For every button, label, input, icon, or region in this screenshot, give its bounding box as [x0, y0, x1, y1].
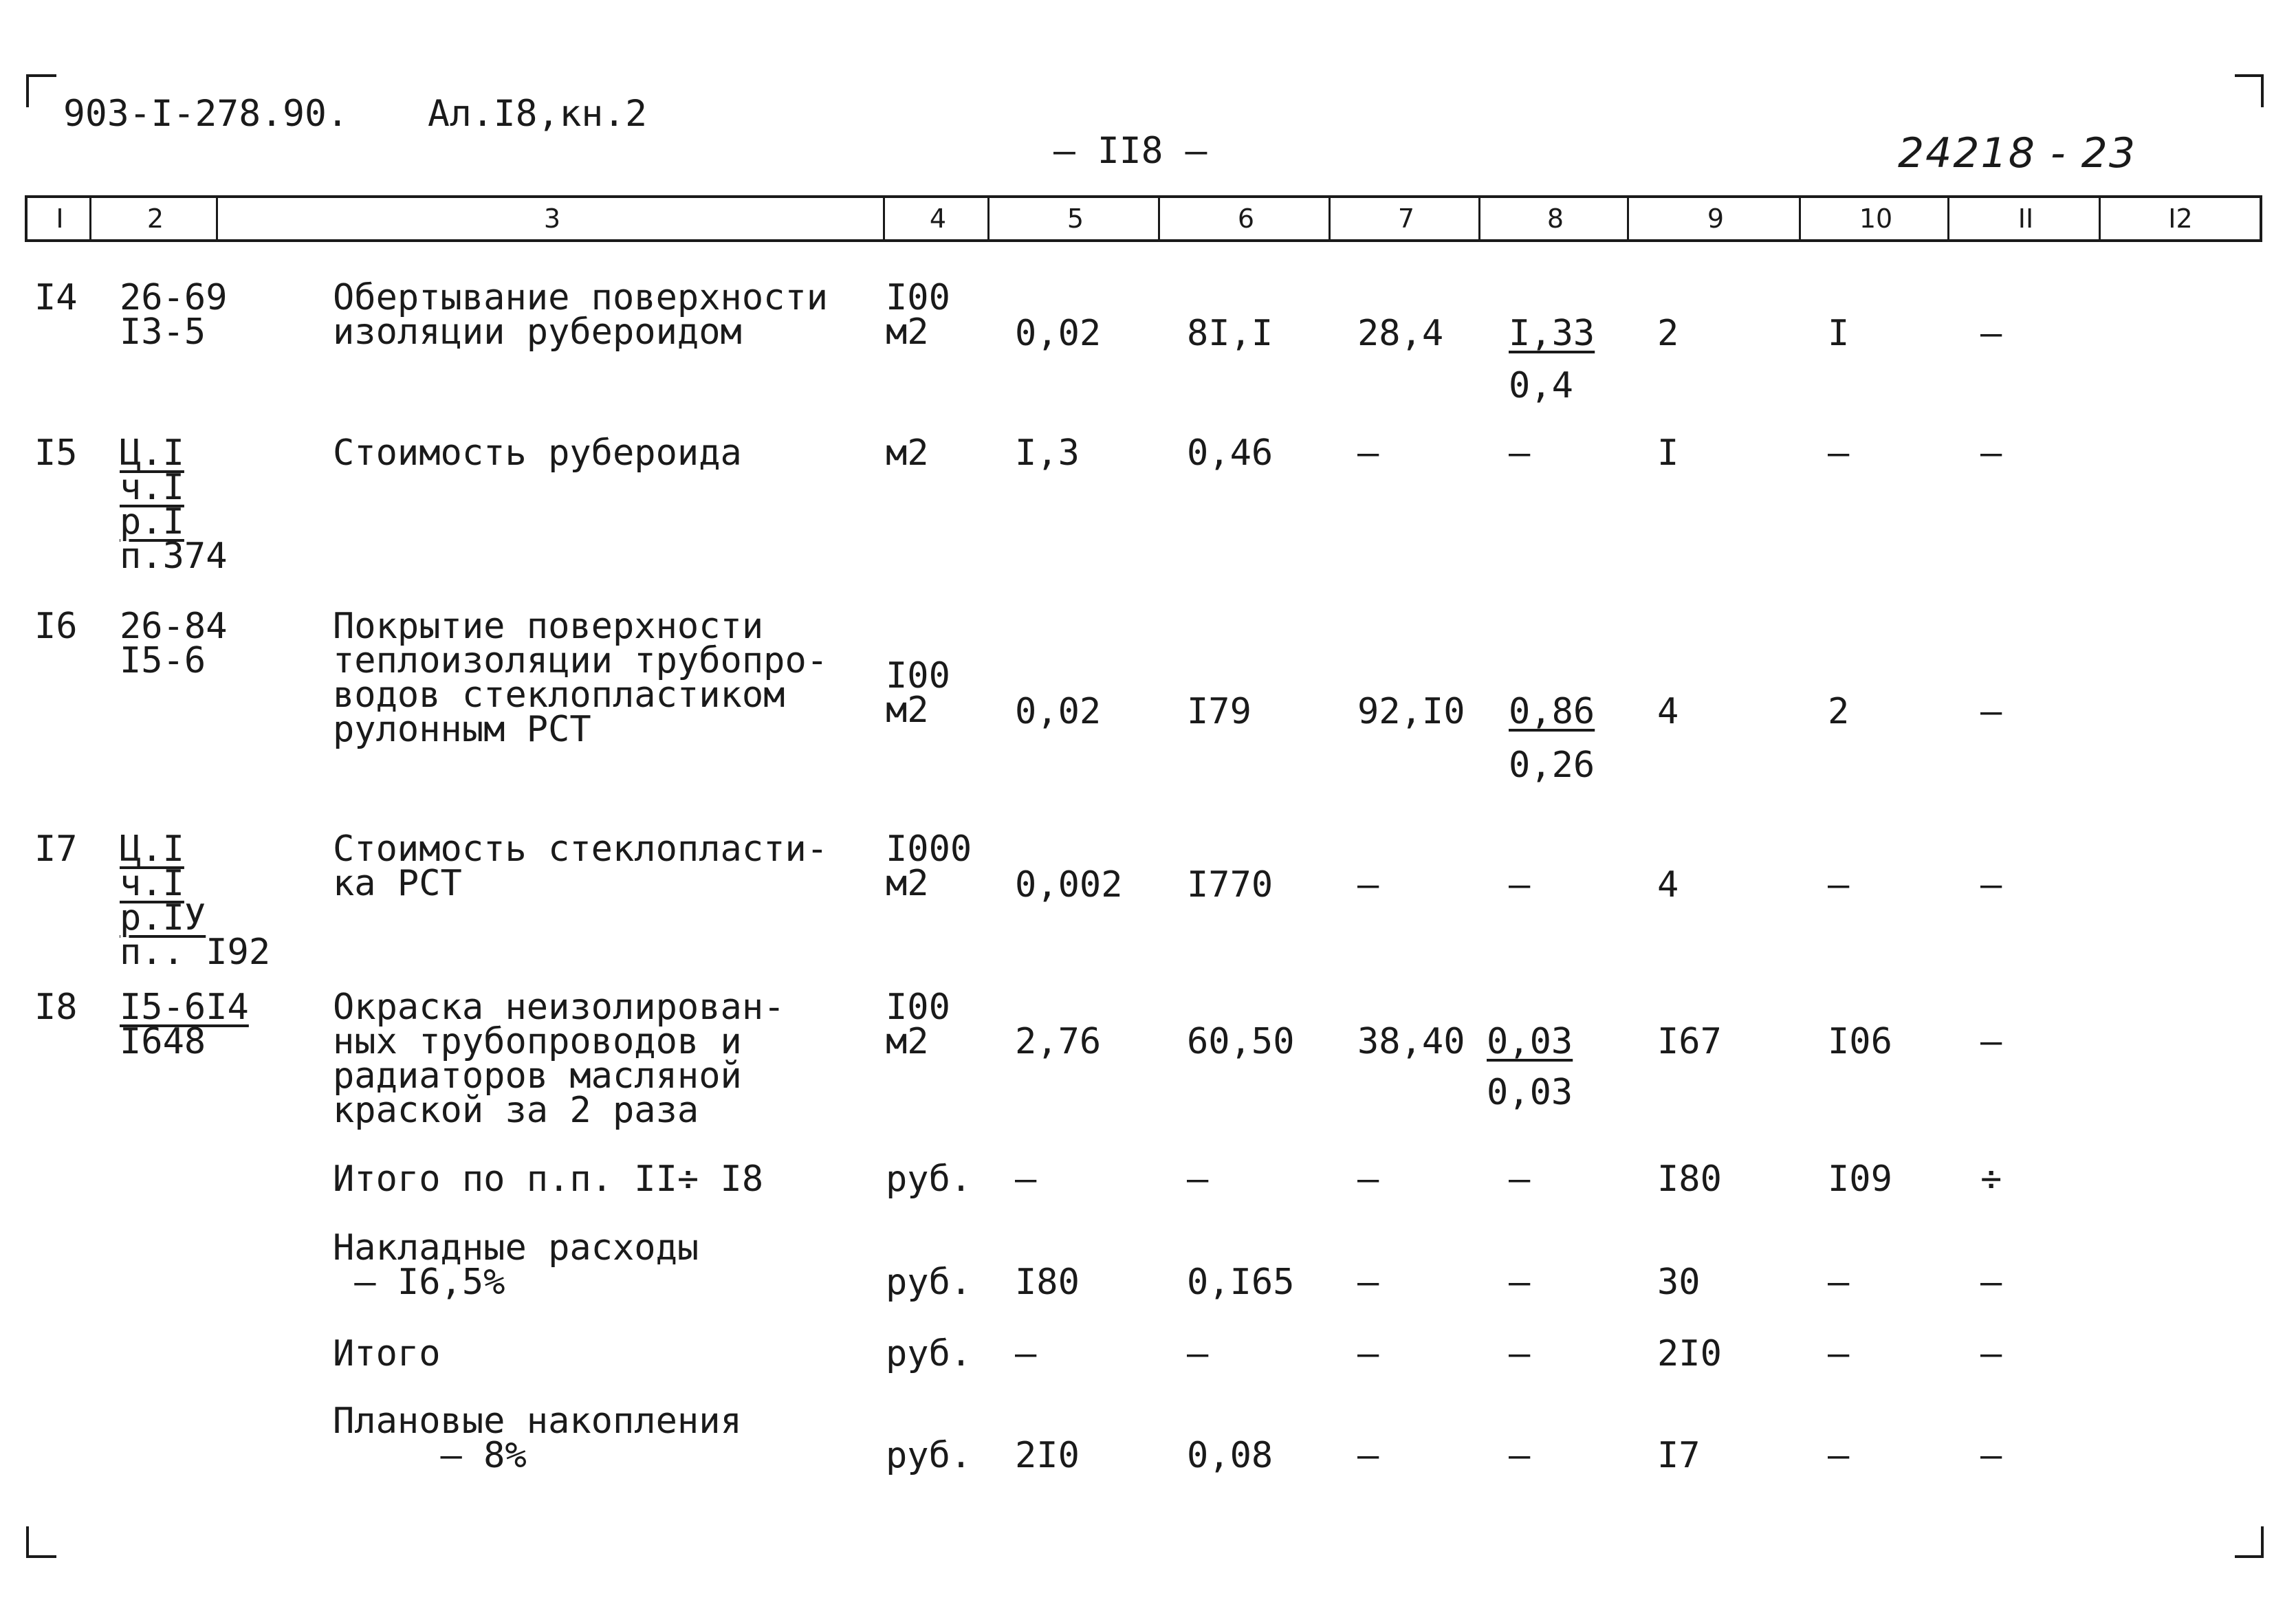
column-number-12: I2 — [2168, 204, 2193, 234]
total-machine-cost: – — [1509, 1262, 1531, 1303]
column-number-10: 10 — [1859, 204, 1893, 234]
row-unit: м2 — [886, 311, 929, 353]
column-separator — [216, 195, 218, 242]
row-work-description: ка РСТ — [333, 863, 462, 904]
row-unit-cost: 60,50 — [1187, 1021, 1295, 1062]
column-number-4: 4 — [929, 204, 947, 234]
row-quantity: 0,002 — [1015, 864, 1123, 906]
row-machine-cost-top: – — [1509, 864, 1531, 906]
column-separator — [1627, 195, 1629, 242]
row-work-description: Стоимость стеклопласти- — [333, 829, 829, 870]
row-price-reference: 26-84 — [120, 606, 228, 647]
column-separator — [2099, 195, 2101, 242]
row-price-reference: ч.I — [120, 467, 184, 508]
row-total-machine: – — [1980, 691, 2002, 732]
row-total-machine: – — [1980, 1021, 2002, 1062]
row-quantity: 0,02 — [1015, 313, 1102, 354]
column-number-header — [25, 195, 2262, 242]
row-total-cost: 2 — [1657, 313, 1679, 354]
total-cost: 2I0 — [1657, 1333, 1722, 1374]
row-price-reference: р.I — [120, 501, 184, 542]
row-wages-cost: 92,I0 — [1357, 691, 1465, 732]
album-reference: Ал.I8,кн.2 — [428, 93, 648, 135]
row-total-wages: I — [1828, 313, 1850, 354]
total-machine: – — [1980, 1435, 2002, 1476]
row-machine-cost-bottom: 0,03 — [1487, 1072, 1573, 1113]
row-price-reference: Ц.I — [120, 432, 184, 474]
row-item-number: I5 — [34, 432, 78, 474]
row-total-wages: 2 — [1828, 691, 1850, 732]
row-quantity: 2,76 — [1015, 1021, 1102, 1062]
column-number-2: 2 — [146, 204, 164, 234]
row-wages-cost: 38,40 — [1357, 1021, 1465, 1062]
row-work-description: ных трубопроводов и — [333, 1021, 742, 1062]
total-unit: руб. — [886, 1435, 972, 1476]
total-description: – 8% — [333, 1435, 527, 1476]
row-unit: I00 — [886, 987, 950, 1028]
row-unit: I00 — [886, 655, 950, 696]
total-rate: 0,08 — [1187, 1435, 1273, 1476]
column-number-9: 9 — [1707, 204, 1725, 234]
row-machine-cost-top: 0,03 — [1487, 1021, 1573, 1062]
column-separator — [1158, 195, 1160, 242]
total-wages: – — [1828, 1435, 1850, 1476]
column-separator — [1799, 195, 1801, 242]
row-quantity: 0,02 — [1015, 691, 1102, 732]
total-quantity: I80 — [1015, 1262, 1080, 1303]
document-code: 903-I-278.90. — [63, 93, 349, 135]
row-unit: м2 — [886, 432, 929, 474]
row-unit-cost: I79 — [1187, 691, 1251, 732]
row-unit-cost: 8I,I — [1187, 313, 1273, 354]
row-item-number: I6 — [34, 606, 78, 647]
row-price-reference: п.374 — [120, 536, 228, 577]
total-wages: I09 — [1828, 1159, 1892, 1200]
total-wages-cost: – — [1357, 1333, 1379, 1374]
row-work-description: рулонным РСТ — [333, 709, 591, 750]
total-unit: руб. — [886, 1262, 972, 1303]
row-unit: м2 — [886, 1021, 929, 1062]
total-unit: руб. — [886, 1333, 972, 1374]
column-number-5: 5 — [1067, 204, 1084, 234]
total-quantity: 2I0 — [1015, 1435, 1080, 1476]
row-total-machine: – — [1980, 864, 2002, 906]
row-machine-cost-bottom: 0,4 — [1509, 365, 1573, 406]
total-description: Итого по п.п. II÷ I8 — [333, 1159, 764, 1200]
total-wages-cost: – — [1357, 1159, 1379, 1200]
row-wages-cost: – — [1357, 432, 1379, 474]
total-machine: – — [1980, 1262, 2002, 1303]
row-quantity: I,3 — [1015, 432, 1080, 474]
row-unit-cost: 0,46 — [1187, 432, 1273, 474]
row-unit-cost: I770 — [1187, 864, 1273, 906]
total-machine: ÷ — [1980, 1159, 2002, 1200]
corner-mark-bottom-right — [2235, 1526, 2264, 1558]
row-work-description: изоляции рубероидом — [333, 311, 742, 353]
column-number-8: 8 — [1546, 204, 1564, 234]
archive-stamp-number: 24218 - 23 — [1898, 129, 2137, 177]
row-work-description: Покрытие поверхности — [333, 606, 764, 647]
row-unit: I00 — [886, 277, 950, 318]
column-separator — [1329, 195, 1331, 242]
row-unit: м2 — [886, 863, 929, 904]
column-separator — [987, 195, 990, 242]
row-unit: м2 — [886, 690, 929, 731]
corner-mark-bottom-left — [26, 1526, 56, 1558]
row-total-wages: – — [1828, 864, 1850, 906]
total-description: Итого — [333, 1333, 441, 1374]
column-separator — [1478, 195, 1480, 242]
column-number-11: II — [2018, 204, 2034, 234]
row-total-cost: I67 — [1657, 1021, 1722, 1062]
total-description: Плановые накопления — [333, 1401, 742, 1442]
column-separator — [89, 195, 91, 242]
row-total-cost: 4 — [1657, 864, 1679, 906]
row-total-wages: – — [1828, 432, 1850, 474]
row-item-number: I4 — [34, 277, 78, 318]
total-wages: – — [1828, 1333, 1850, 1374]
row-machine-cost-bottom: 0,26 — [1509, 745, 1595, 786]
row-work-description: краской за 2 раза — [333, 1090, 699, 1131]
row-work-description: водов стеклопластиком — [333, 674, 785, 716]
total-description: – I6,5% — [333, 1262, 505, 1303]
row-machine-cost-top: – — [1509, 432, 1531, 474]
column-number-7: 7 — [1397, 204, 1415, 234]
total-machine-cost: – — [1509, 1333, 1531, 1374]
row-work-description: теплоизоляции трубопро- — [333, 640, 829, 681]
total-cost: I7 — [1657, 1435, 1701, 1476]
corner-mark-top-right — [2235, 74, 2264, 107]
total-cost: I80 — [1657, 1159, 1722, 1200]
page-number: — II8 — — [1053, 130, 1207, 172]
row-total-wages: I06 — [1828, 1021, 1892, 1062]
row-price-reference: р.IУ — [120, 897, 206, 939]
row-work-description: радиаторов масляной — [333, 1055, 742, 1097]
row-machine-cost-top: 0,86 — [1509, 691, 1595, 732]
total-wages-cost: – — [1357, 1262, 1379, 1303]
total-machine-cost: – — [1509, 1159, 1531, 1200]
row-price-reference: п.. I92 — [120, 932, 271, 973]
row-item-number: I8 — [34, 987, 78, 1028]
total-machine: – — [1980, 1333, 2002, 1374]
row-work-description: Обертывание поверхности — [333, 277, 829, 318]
total-wages: – — [1828, 1262, 1850, 1303]
row-price-reference: I3-5 — [120, 311, 206, 353]
total-machine-cost: – — [1509, 1435, 1531, 1476]
row-wages-cost: – — [1357, 864, 1379, 906]
row-price-reference: Ц.I — [120, 829, 184, 870]
row-work-description: Окраска неизолирован- — [333, 987, 785, 1028]
row-price-reference: 26-69 — [120, 277, 228, 318]
row-item-number: I7 — [34, 829, 78, 870]
total-wages-cost: – — [1357, 1435, 1379, 1476]
total-description: Накладные расходы — [333, 1227, 699, 1269]
column-separator — [883, 195, 885, 242]
corner-mark-top-left — [26, 74, 56, 107]
column-number-1: I — [56, 204, 64, 234]
row-price-reference: I648 — [120, 1021, 206, 1062]
total-quantity: – — [1015, 1333, 1037, 1374]
total-rate: – — [1187, 1159, 1209, 1200]
row-machine-cost-top: I,33 — [1509, 313, 1595, 354]
total-rate: 0,I65 — [1187, 1262, 1295, 1303]
row-wages-cost: 28,4 — [1357, 313, 1444, 354]
total-rate: – — [1187, 1333, 1209, 1374]
total-unit: руб. — [886, 1159, 972, 1200]
total-cost: 30 — [1657, 1262, 1701, 1303]
row-price-reference: ч.I — [120, 863, 184, 904]
total-quantity: – — [1015, 1159, 1037, 1200]
row-price-reference: I5-6I4 — [120, 987, 249, 1028]
column-number-3: 3 — [543, 204, 561, 234]
row-work-description: Стоимость рубероида — [333, 432, 742, 474]
row-price-reference: I5-6 — [120, 640, 206, 681]
row-total-machine: – — [1980, 432, 2002, 474]
column-number-6: 6 — [1237, 204, 1255, 234]
row-unit: I000 — [886, 829, 972, 870]
column-separator — [1947, 195, 1949, 242]
row-total-cost: I — [1657, 432, 1679, 474]
row-total-cost: 4 — [1657, 691, 1679, 732]
row-total-machine: – — [1980, 313, 2002, 354]
